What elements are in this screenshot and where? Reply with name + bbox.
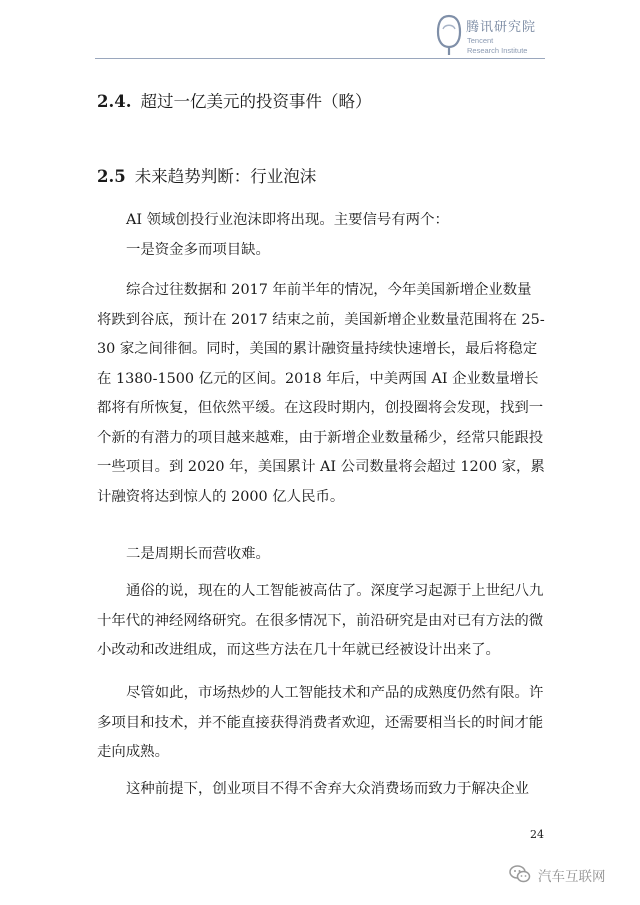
paragraph-funding-analysis: 综合过往数据和 2017 年前半年的情况，今年美国新增企业数量将跌到谷底，预计在 2017 结束之前，美国新增企业数量范围将在 25-30 家之间徘徊。同时，美国的累计融资量持续快速增长，最后将稳定在 1380-1500 亿元的区间。2018 年后，中美两国 AI 企业数量增长都将有所恢复，但依然平缓。在这段时期内，创投圈将会发现，找到一个新的有潜力的项目越来越难，由于新增企业数量稀少，经常只能跟投一些项目。到 2020 年，美国累计 AI 公司数量将会超过 1200 家，累计融资将达到惊人的 2000 亿人民币。 <box>97 282 545 505</box>
paragraph-maturity: 尽管如此，市场热炒的人工智能技术和产品的成熟度仍然有限。许多项目和技术，并不能直接获得消费者欢迎，还需要相当长的时间才能走向成熟。 <box>97 685 544 760</box>
paragraph-intro: AI 领域创投行业泡沫即将出现。主要信号有两个： <box>126 212 449 228</box>
paragraph-overvalued: 通俗的说，现在的人工智能被高估了。深度学习起源于上世纪八九十年代的神经网络研究。在很多情况下，前沿研究是由对已有方法的微小改动和改进组成，而这些方法在几十年就已经被设计出来了。 <box>97 583 544 658</box>
org-name-en-line1: Tencent <box>467 36 494 45</box>
watermark-text: 汽车互联网 <box>538 869 606 885</box>
paragraph-signal-two: 二是周期长而营收难。 <box>126 546 270 562</box>
section-heading-2-4 <box>97 88 371 112</box>
header-divider <box>95 58 545 59</box>
org-name-en-line2: Research Institute <box>467 46 528 55</box>
paragraph-continued: 这种前提下，创业项目不得不舍弃大众消费场而致力于解决企业 <box>126 781 529 797</box>
org-name-cn: 腾讯研究院 <box>466 20 537 35</box>
section-heading-2-5 <box>97 163 316 187</box>
wechat-icon <box>508 862 532 886</box>
section-number: 2.4. <box>97 92 132 111</box>
section-title: 超过一亿美元的投资事件（略） <box>140 92 372 111</box>
section-title: 未来趋势判断：行业泡沫 <box>134 167 317 186</box>
header-logo <box>436 14 546 58</box>
section-number: 2.5 <box>97 167 126 186</box>
paragraph-signal-one: 一是资金多而项目缺。 <box>126 242 270 258</box>
tencent-research-logo-icon <box>436 14 462 56</box>
page-number: 24 <box>530 828 544 841</box>
